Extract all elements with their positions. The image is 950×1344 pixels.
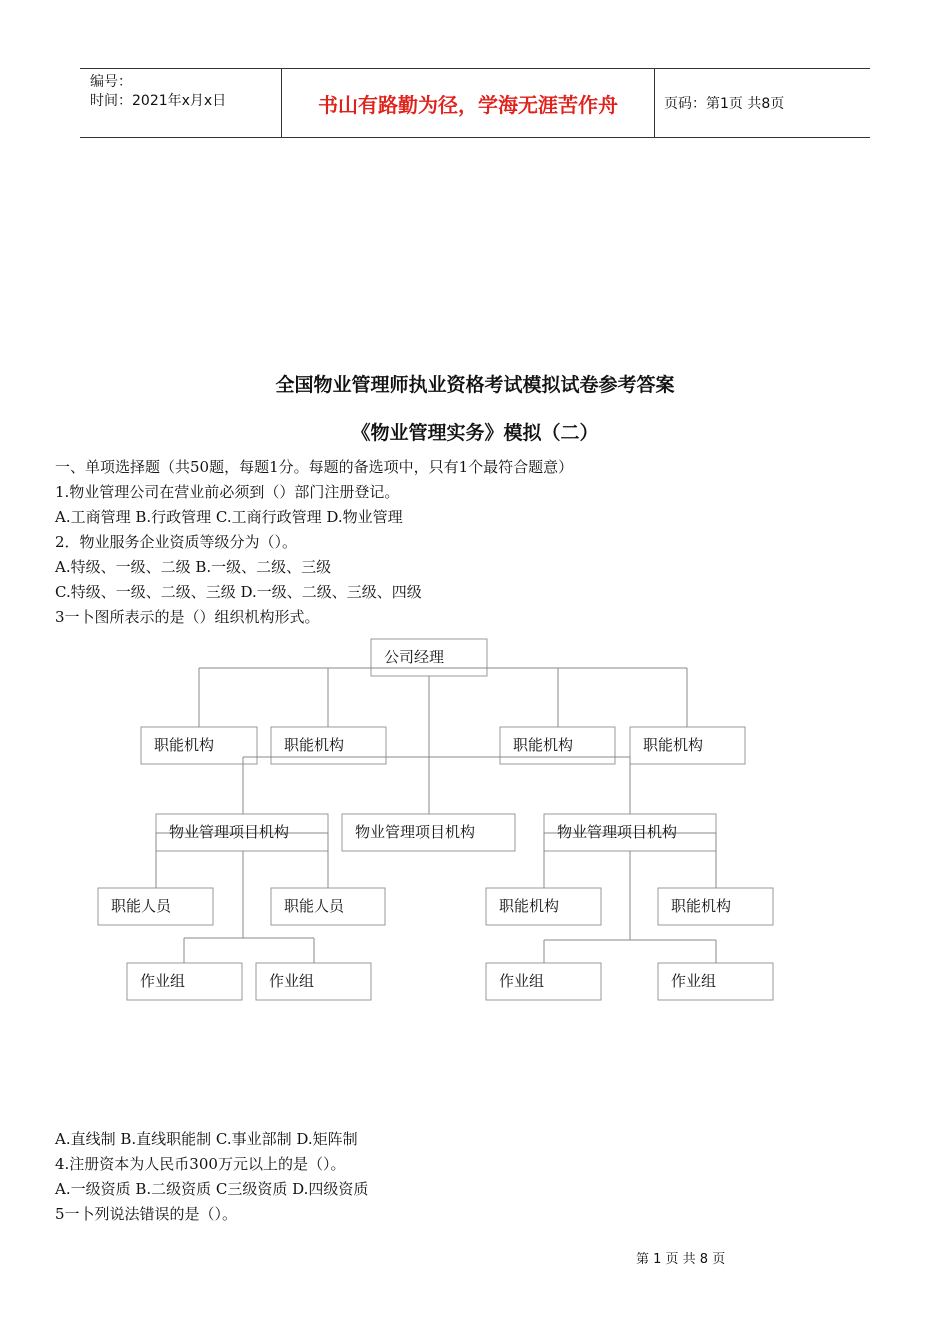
header-number: 编号： [90,74,132,90]
question-5: 5一卜列说法错误的是（）。 [55,1205,238,1223]
question-3: 3一卜图所表示的是（）组织机构形式。 [55,608,320,626]
org-level3-label: 职能人员 [284,897,345,915]
question-4-options: A.一级资质 B.二级资质 C三级资质 D.四级资质 [55,1180,369,1198]
org-project-label: 物业管理项目机构 [169,823,290,841]
org-level3-label: 职能机构 [671,897,732,915]
section-heading: 一、单项选择题（共50题，每题1分。每题的备选项中，只有1个最符合题意） [55,458,574,476]
org-project-label: 物业管理项目机构 [355,823,476,841]
org-functional-label: 职能机构 [154,736,215,754]
question-2-options-a: A.特级、一级、二级 B.一级、二级、三级 [55,558,332,576]
header-time: 时间：2021年x月x日 [90,93,227,109]
org-top-label: 公司经理 [384,648,445,666]
header-slogan: 书山有路勤为径，学海无涯苦作舟 [318,92,618,117]
header-page-info: 页码：第1页 共8页 [664,96,785,112]
question-2: 2．物业服务企业资质等级分为（）。 [55,533,298,551]
org-group-label: 作业组 [140,972,186,990]
org-project-label: 物业管理项目机构 [557,823,678,841]
document-subtitle: 《物业管理实务》模拟（二） [351,422,599,444]
question-1-options: A.工商管理 B.行政管理 C.工商行政管理 D.物业管理 [55,508,403,526]
question-3-options: A.直线制 B.直线职能制 C.事业部制 D.矩阵制 [55,1130,358,1148]
question-4: 4.注册资本为人民币300万元以上的是（）。 [55,1155,346,1173]
question-1: 1.物业管理公司在营业前必须到（）部门注册登记。 [55,483,400,501]
org-level3-label: 职能人员 [111,897,172,915]
question-2-options-b: C.特级、一级、二级、三级 D.一级、二级、三级、四级 [55,583,422,601]
page-footer: 第 1 页 共 8 页 [636,1252,726,1267]
org-group-label: 作业组 [269,972,315,990]
org-functional-label: 职能机构 [513,736,574,754]
document-title: 全国物业管理师执业资格考试模拟试卷参考答案 [275,374,675,396]
org-group-label: 作业组 [499,972,545,990]
org-functional-label: 职能机构 [284,736,345,754]
org-group-label: 作业组 [671,972,717,990]
org-level3-label: 职能机构 [499,897,560,915]
org-functional-label: 职能机构 [643,736,704,754]
